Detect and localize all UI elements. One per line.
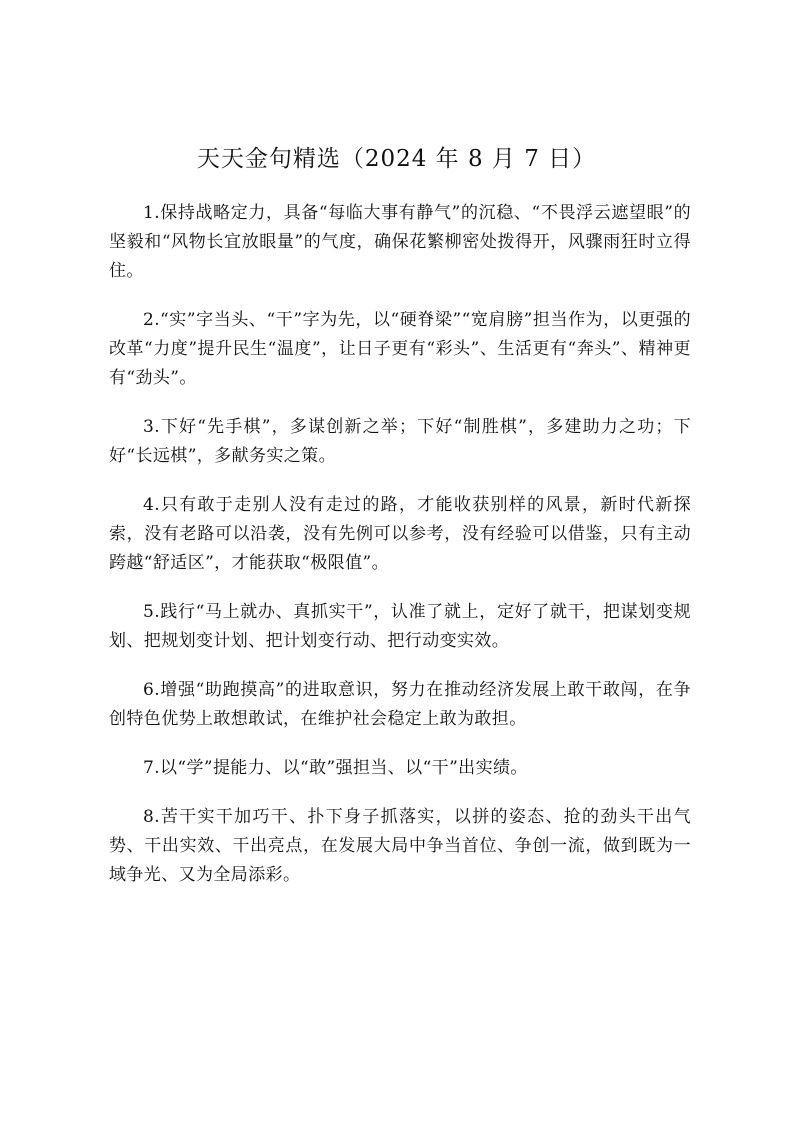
- paragraph-3: 3.下好“先手棋”，多谋创新之举；下好“制胜棋”，多建助力之功；下好“长远棋”，多献务实之策。: [109, 417, 691, 466]
- paragraph-5: 5.践行“马上就办、真抓实干”，认准了就上，定好了就干，把谋划变规划、把规划变计划、把计划变行动、把行动变实效。: [109, 602, 691, 651]
- paragraph-7: 7.以“学”提能力、以“敢”强担当、以“干”出实绩。: [143, 758, 528, 778]
- paragraph-4: 4.只有敢于走别人没有走过的路，才能收获别样的风景，新时代新探索，没有老路可以沿袭，没有先例可以参考，没有经验可以借鉴，只有主动跨越“舒适区”，才能获取“极限值”。: [109, 495, 691, 573]
- paragraph-2: 2.“实”字当头、“干”字为先，以“硬脊梁”“宽肩膀”担当作为，以更强的改革“力度”提升民生“温度”，让日子更有“彩头”、生活更有“奔头”、精神更有“劲头”。: [109, 310, 691, 388]
- document-body: [109, 199, 691, 910]
- page-title: 天天金句精选（2024 年 8 月 7 日）: [196, 146, 597, 172]
- paragraph-8: 8.苦干实干加巧干、扑下身子抓落实，以拼的姿态、抢的劲头干出气势、干出实效、干出亮点，在发展大局中争当首位、争创一流，做到既为一域争光、又为全局添彩。: [109, 807, 691, 885]
- paragraph-6: 6.增强“助跑摸高”的进取意识，努力在推动经济发展上敢干敢闯，在争创特色优势上敢想敢试，在维护社会稳定上敢为敢担。: [109, 680, 691, 729]
- paragraph-1: 1.保持战略定力，具备“每临大事有静气”的沉稳、“不畏浮云遮望眼”的坚毅和“风物长宜放眼量”的气度，确保花繁柳密处拨得开，风骤雨狂时立得住。: [109, 203, 691, 281]
